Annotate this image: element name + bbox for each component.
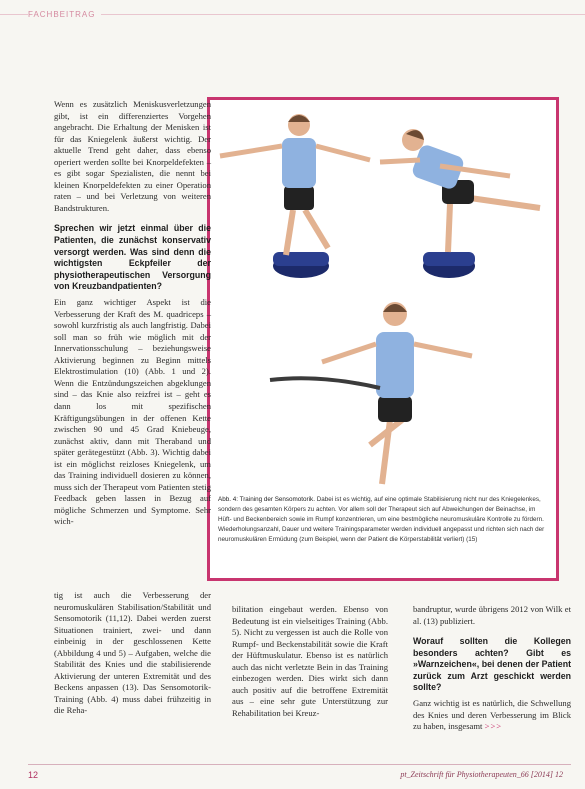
- paragraph: Wenn es zusätzlich Meniskusverletzungen gibt, ist ein differenziertes Vorgehen angebracht. Die Erhaltung der Menisken ist für das Kniegelenk äußerst wichtig. Der aktuelle Trend geht daher, dass ebenso operiert werden sollte bei Knorpeldefekten – es gibt sogar Spezialisten, die nennt bei kleinen Knorpeldefekten zu einer Operation raten – und bei Verletzung von weiteren Bandstrukturen.: [54, 99, 211, 213]
- question-heading: Worauf sollten die Kollegen besonders achten? Gibt es »Warnzeichen«, bei denen der Patient zurück zum Arzt geschickt werden sollte?: [413, 636, 571, 693]
- page-header: [0, 0, 585, 22]
- continued-marker: >>>: [484, 721, 503, 732]
- column-left: [54, 99, 211, 716]
- paragraph-text: Ganz wichtig ist es natürlich, die Schwellung des Knies und deren Verbesserung im Blick zu haben, insgesamt: [413, 698, 571, 732]
- photo-balance-dome-front: [220, 114, 370, 278]
- question-heading: Sprechen wir jetzt einmal über die Patienten, die zunächst konservativ versorgt werden. Was sind denn die wichtigsten Eckpfeiler der physiotherapeutischen Versorgung von Kreuzbandpatienten?: [54, 223, 211, 292]
- column-left-continuation: [54, 590, 211, 726]
- paragraph: Ein ganz wichtiger Aspekt ist die Verbesserung der Kraft des M. quadriceps – sowohl kurzfristig als auch langfristig. Dabei soll man so früh wie möglich mit der Innervationsschulung – beziehungsweise Aktivierung beginnen zu Beginn mittels Elektrostimulation (10) (Abb. 1 und 2). Wenn die Entzündungszeichen abgeklungen sind – das Knie also reizfrei ist – geht es dann los mit spezifischen Kräftigungsübungen in der offenen Kette zwischen 90 und 45 Grad Kniebeuge, zunächst aktiv, dann mit Theraband und später gerätegestützt (Abb. 3). Wichtig dabei ist ein möglichst reizloses Kniegelenk, um das Training individuell dosieren zu können, muss sich der Therapeut vom Patienten stetig Feedback geben lassen in Bezug auf mögliche Schmerzen und Symptome. Sehr wich-: [54, 297, 211, 527]
- photo-balance-dome-side: [380, 129, 540, 278]
- page-footer: [0, 760, 585, 789]
- page-number: 12: [28, 770, 39, 780]
- caption-title: Abb. 4: Training der Sensomotorik.: [218, 496, 315, 503]
- column-middle: [232, 604, 388, 728]
- column-right: [413, 604, 571, 742]
- paragraph: bandruptur, wurde übrigens 2012 von Wilk et al. (13) publiziert.: [413, 604, 571, 626]
- paragraph: [413, 698, 571, 733]
- photo-theraband-exercise: [270, 302, 472, 484]
- caption-body: Dabei ist es wichtig, auf eine optimale Stabilisierung nicht nur des Kniegelenkes, sondern des gesamten Körpers zu achten. Vor allem soll der Therapeut sich auf Abweichungen der Beinachse, im Hüft- und Beckenbereich sowie im Rumpf konzentrieren, um eine bestmögliche neuromuskuläre Kontrolle zu fördern. Wiederholungsanzahl, Dauer und weitere Trainingsparameter werden individuell angepasst und richten sich nach der neuromuskulären Ermüdung (zum Beispiel, wenn der Patient die Körperstabilität verliert) (15): [218, 496, 545, 543]
- paragraph: bilitation eingebaut werden. Ebenso von Bedeutung ist ein vielseitiges Training (Abb. 5). Nicht zu vergessen ist auch die Rolle von Rumpf- und Beckenstabilität sowie die Kraft der Hüftmuskulatur. Ebenso ist es natürlich auch das nicht verletzte Bein in das Training einbezogen werden. Dies wirkt sich dann auch positiv auf die betroffene Extremität aus – eine sehr gute Unterstützung zur Rehabilitation bei Kreuz-: [232, 604, 388, 718]
- journal-source: pt_Zeitschrift für Physiotherapeuten_66 [2014] 12: [400, 770, 563, 779]
- section-label: FACHBEITRAG: [28, 10, 101, 19]
- paragraph: tig ist auch die Verbesserung der neuromuskulären Stabilisation/Stabilität und Sensomotorik (11,12). Dabei werden zuerst Situationen trainiert, zwei- und dann einbeinig in der geschlossenen Kette (Abbildung 4 und 5) – Aufgaben, welche die Stabilität des Knies und die stabilisierende Aktivierung der unteren Extremität und des Beckens anpassen (13). Das Sensomotorik-Training (Abb. 4) muss dabei frühzeitig in die Reha-: [54, 590, 211, 716]
- figure-caption: [218, 495, 546, 545]
- footer-rule: [28, 764, 571, 765]
